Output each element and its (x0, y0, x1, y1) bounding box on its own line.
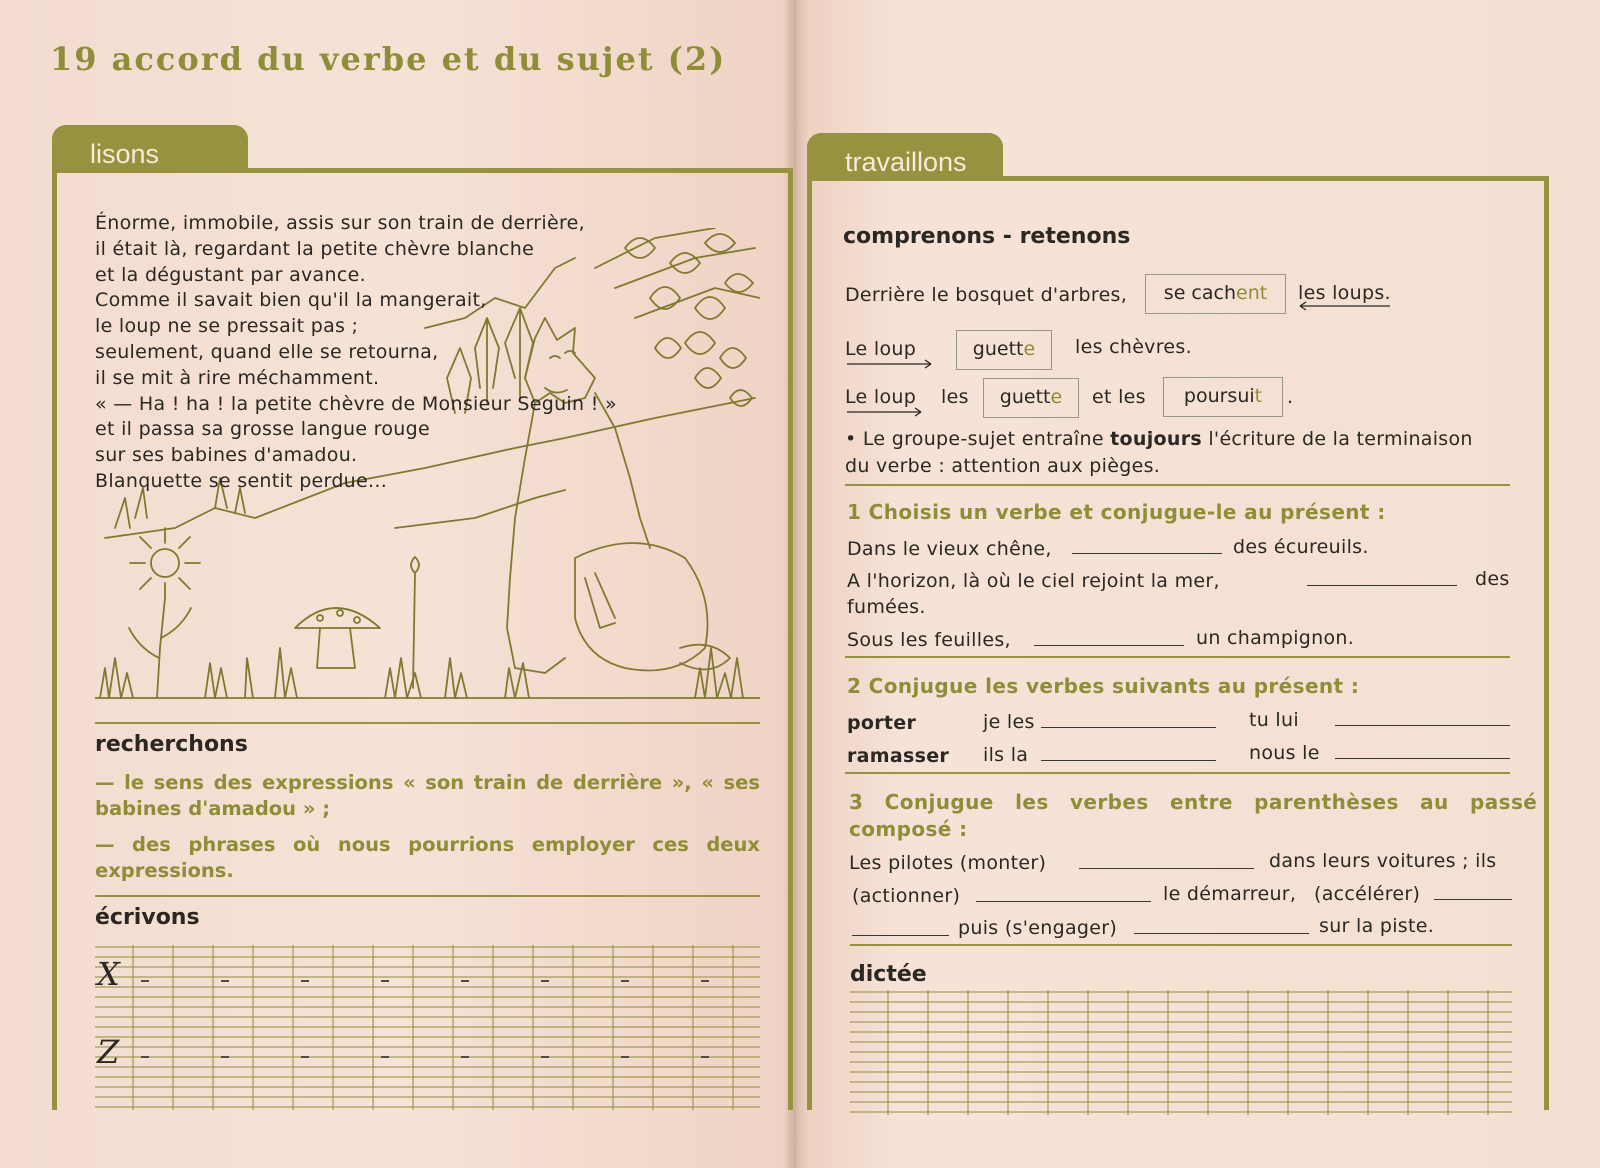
reading-line: « — Ha ! ha ! la petite chèvre de Monsieur Seguin ! » (95, 392, 617, 415)
example3-pronoun: les (941, 386, 969, 408)
exercise3-line1-end: dans leurs voitures ; ils (1269, 850, 1497, 872)
reading-line: Blanquette se sentit perdue... (95, 469, 388, 492)
exercise3-title-cont: composé : (849, 817, 968, 841)
rule-line-1: • Le groupe-sujet entraîne toujours l'écriture de la terminaison (845, 428, 1473, 450)
example3-subject: Le loup (845, 386, 917, 408)
reading-passage (95, 211, 635, 495)
pronoun-tu-lui: tu lui (1249, 709, 1299, 731)
exercise1-title: 1 Choisis un verbe et conjugue-le au présent : (847, 500, 1386, 524)
reading-line: il se mit à rire méchamment. (95, 366, 380, 389)
verb-porter: porter (847, 712, 917, 734)
answer-blank[interactable] (1041, 760, 1216, 761)
tab-travaillons: travaillons (807, 133, 1003, 179)
answer-blank[interactable] (1072, 553, 1222, 554)
verb-box: guette (983, 378, 1079, 418)
reading-line: et la dégustant par avance. (95, 263, 366, 286)
recherchons-heading: recherchons (95, 732, 248, 757)
reading-line: sur ses babines d'amadou. (95, 444, 358, 467)
reading-line: Comme il savait bien qu'il la mangerait, (95, 289, 487, 312)
exercise3-line3-start: puis (s'engager) (958, 917, 1118, 939)
answer-blank[interactable] (1041, 727, 1216, 728)
arrow-left-icon (1298, 301, 1393, 311)
dictee-heading: dictée (850, 962, 927, 987)
divider-ex3 (845, 772, 1510, 774)
divider-ex2 (845, 656, 1510, 658)
cursive-letter-x: X (97, 955, 120, 993)
arrow-right-icon (845, 359, 935, 369)
divider-ecrivons (95, 895, 760, 897)
ecrivons-heading: écrivons (95, 905, 200, 930)
dictee-writing-lines[interactable] (850, 990, 1512, 1115)
reading-line: le loup ne se pressait pas ; (95, 315, 359, 338)
rule-line-2: du verbe : attention aux pièges. (845, 455, 1161, 477)
exercise3-line2-start: (actionner) (852, 885, 961, 907)
answer-blank[interactable] (1134, 933, 1309, 934)
answer-blank[interactable] (1335, 758, 1510, 759)
arrow-right-icon (845, 407, 925, 417)
exercise1-line4-end: un champignon. (1196, 627, 1355, 649)
example1-subject: les loups. (1298, 282, 1391, 304)
divider-ex1 (845, 484, 1510, 486)
comprenons-heading: comprenons - retenons (843, 224, 1131, 249)
exercise1-line1-end: des écureuils. (1233, 536, 1369, 558)
answer-blank[interactable] (976, 901, 1151, 902)
divider-dictee (850, 944, 1512, 946)
pronoun-ils-la: ils la (983, 744, 1029, 766)
exercise1-line2-end: des (1475, 568, 1510, 590)
exercise1-line2-start: A l'horizon, là où le ciel rejoint la mer, (847, 570, 1220, 592)
exercise3-line3-end: sur la piste. (1319, 915, 1435, 937)
answer-blank[interactable] (852, 935, 949, 936)
exercise1-line4-start: Sous les feuilles, (847, 629, 1011, 651)
answer-blank[interactable] (1434, 899, 1512, 900)
reading-line: seulement, quand elle se retourna, (95, 340, 439, 363)
example1-prefix: Derrière le bosquet d'arbres, (845, 284, 1128, 306)
recherchons-item-1: — le sens des expressions « son train de derrière », « ses babines d'amadou » ; (95, 771, 760, 820)
exercise1-line3: fumées. (847, 596, 926, 618)
verb-box: guette (956, 330, 1052, 370)
exercise1-line1-start: Dans le vieux chêne, (847, 538, 1052, 560)
reading-line: Énorme, immobile, assis sur son train de derrière, (95, 212, 585, 234)
example3-period: . (1287, 386, 1294, 408)
lesson-title: 19 accord du verbe et du sujet (2) (50, 40, 727, 78)
tab-lisons: lisons (52, 125, 248, 171)
reading-line: il était là, regardant la petite chèvre blanche (95, 237, 535, 260)
exercise3-line2-end: (accélérer) (1314, 883, 1421, 905)
cursive-letter-z: Z (97, 1033, 120, 1071)
reading-line: et il passa sa grosse langue rouge (95, 418, 430, 441)
example2-object: les chèvres. (1075, 336, 1192, 358)
writing-lines (95, 945, 760, 1110)
answer-blank[interactable] (1335, 725, 1510, 726)
divider-recherchons (95, 722, 760, 724)
example3-conjunction: et les (1092, 386, 1146, 408)
example2-subject: Le loup (845, 338, 917, 360)
answer-blank[interactable] (1079, 868, 1254, 869)
pronoun-nous-le: nous le (1249, 742, 1320, 764)
answer-blank[interactable] (1307, 585, 1457, 586)
recherchons-item-2: — des phrases où nous pourrions employer ces deux expressions. (95, 833, 760, 882)
answer-blank[interactable] (1034, 645, 1184, 646)
exercise3-line2-mid: le démarreur, (1163, 883, 1297, 905)
verb-box: se cachent (1145, 274, 1286, 314)
verb-ramasser: ramasser (847, 745, 950, 767)
pronoun-je-les: je les (983, 711, 1035, 733)
verb-box: poursuit (1163, 377, 1283, 417)
exercise2-title: 2 Conjugue les verbes suivants au présent : (847, 674, 1360, 698)
exercise3-line1-start: Les pilotes (monter) (849, 852, 1047, 874)
exercise3-title: 3 Conjugue les verbes entre parenthèses au passé (849, 790, 1538, 814)
